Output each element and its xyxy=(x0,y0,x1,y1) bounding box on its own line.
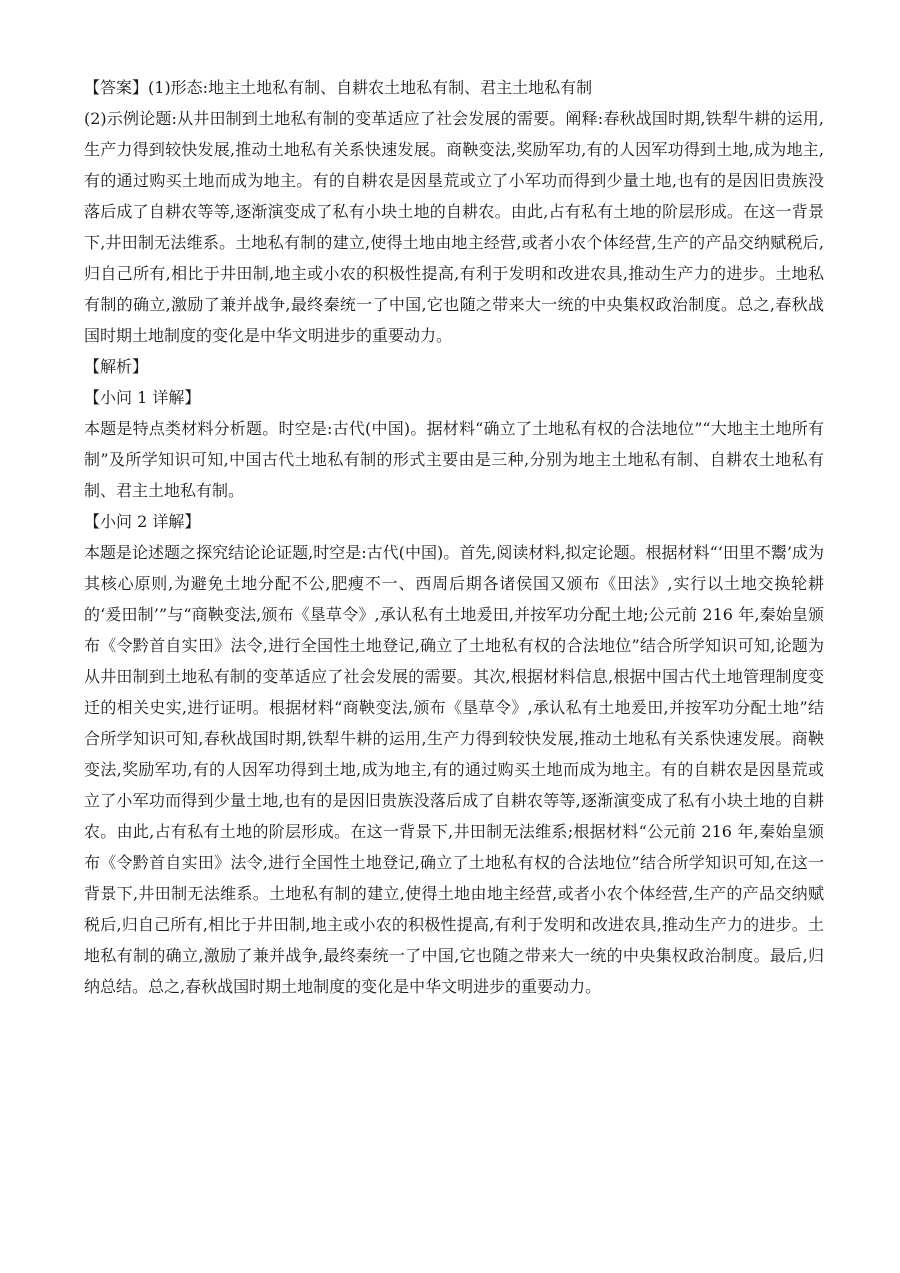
question-2-heading: 【小问 2 详解】 xyxy=(84,512,201,531)
document-page xyxy=(84,72,824,1002)
question-2-explanation: 本题是论述题之探究结论论证题,时空是:古代(中国)。首先,阅读材料,拟定论题。根据材料“‘田里不鬻’成为其核心原则,为避免土地分配不公,肥瘦不一、西周后期各诸侯国又颁布《田法》,实行以土地交换轮耕的‘爰田制’”与“商鞅变法,颁布《垦草令》,承认私有土地爰田,并按军功分配土地;公元前 216 年,秦始皇颁布《令黔首自实田》法令,进行全国性土地登记,确立了土地私有权的合法地位”结合所学知识可知,论题为从井田制到土地私有制的变革适应了社会发展的需要。其次,根据材料信息,根据中国古代土地管理制度变迁的相关史实,进行证明。根据材料“商鞅变法,颁布《垦草令》,承认私有土地爰田,并按军功分配土地”结合所学知识可知,春秋战国时期,铁犁牛耕的运用,生产力得到较快发展,推动土地私有关系快速发展。商鞅变法,奖励军功,有的人因军功得到土地,成为地主,有的通过购买土地而成为地主。有的自耕农是因垦荒或立了小军功而得到少量土地,也有的是因旧贵族没落后成了自耕农等等,逐渐演变成了私有小块土地的自耕农。由此,占有私有土地的阶层形成。在这一背景下,井田制无法维系;根据材料“公元前 216 年,秦始皇颁布《令黔首自实田》法令,进行全国性土地登记,确立了土地私有权的合法地位”结合所学知识可知,在这一背景下,井田制无法维系。土地私有制的建立,使得土地由地主经营,或者小农个体经营,生产的产品交纳赋税后,归自己所有,相比于井田制,地主或小农的积极性提高,有利于发明和改进农具,推动生产力的进步。土地私有制的确立,激励了兼并战争,最终秦统一了中国,它也随之带来大一统的中央集权政治制度。最后,归纳总结。总之,春秋战国时期土地制度的变化是中华文明进步的重要动力。 xyxy=(84,543,824,996)
answer-part1 xyxy=(84,72,824,103)
question-1-heading: 【小问 1 详解】 xyxy=(84,388,201,407)
answer-label: 【答案】 xyxy=(84,78,149,97)
answer-part1-text: (1)形态:地主土地私有制、自耕农土地私有制、君主土地私有制 xyxy=(148,78,593,97)
answer-part2: (2)示例论题:从井田制到土地私有制的变革适应了社会发展的需要。阐释:春秋战国时期,铁犁牛耕的运用,生产力得到较快发展,推动土地私有关系快速发展。商鞅变法,奖励军功,有的人因军功得到土地,成为地主,有的通过购买土地而成为地主。有的自耕农是因垦荒或立了小军功而得到少量土地,也有的是因旧贵族没落后成了自耕农等等,逐渐演变成了私有小块土地的自耕农。由此,占有私有土地的阶层形成。在这一背景下,井田制无法维系。土地私有制的建立,使得土地由地主经营,或者小农个体经营,生产的产品交纳赋税后,归自己所有,相比于井田制,地主或小农的积极性提高,有利于发明和改进农具,推动生产力的进步。土地私有制的确立,激励了兼并战争,最终秦统一了中国,它也随之带来大一统的中央集权政治制度。总之,春秋战国时期土地制度的变化是中华文明进步的重要动力。 xyxy=(84,109,824,345)
question-1-explanation: 本题是特点类材料分析题。时空是:古代(中国)。据材料“确立了土地私有权的合法地位”“大地主土地所有制”及所学知识可知,中国古代土地私有制的形式主要由是三种,分别为地主土地私有制、自耕农土地私有制、君主土地私有制。 xyxy=(84,419,824,500)
analysis-label: 【解析】 xyxy=(84,357,149,376)
